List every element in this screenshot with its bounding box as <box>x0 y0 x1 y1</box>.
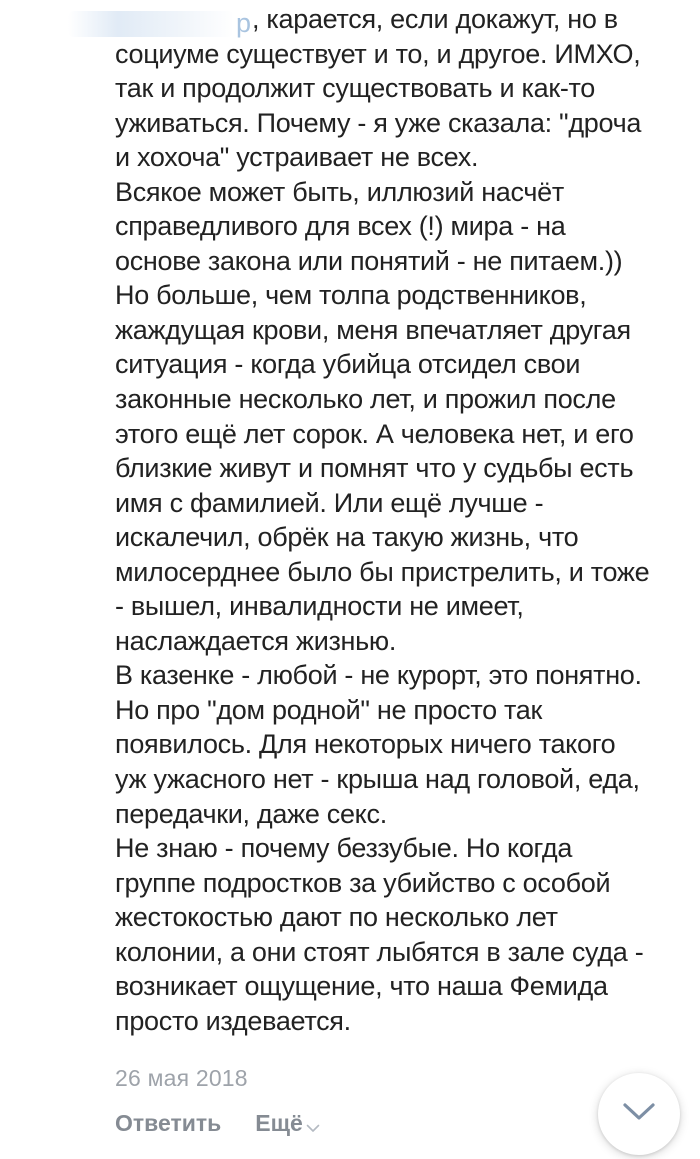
comment-line: имя с фамилией. Или ещё лучше - <box>115 487 544 518</box>
more-button[interactable] <box>255 1102 320 1145</box>
comment-line: Но больше, чем толпа родственников, <box>115 280 587 311</box>
comment-line: Но про "дом родной" не просто так <box>115 694 543 725</box>
mention-suffix: р <box>236 8 253 38</box>
comment-line: жаждущая крови, меня впечатляет другая <box>115 314 631 345</box>
comment-line: наслаждается жизнью. <box>115 625 397 656</box>
comment-line: и хохоча" устраивает не всех. <box>115 142 479 173</box>
comment-line: законные несколько лет, и прожил после <box>115 384 616 415</box>
comment-line: просто издевается. <box>115 1005 351 1036</box>
comment-line: В казенке - любой - не курорт, это понятно. <box>115 660 642 691</box>
comment-line: , карается, если докажут, но в <box>252 4 618 34</box>
comment-line: справедливого для всех (!) мира - на <box>115 211 566 242</box>
comment-line: передачки, даже секс. <box>115 798 387 829</box>
reply-button[interactable]: Ответить <box>115 1103 221 1143</box>
comment-line: социуме существует и то, и другое. ИМХО, <box>115 38 641 69</box>
comment-line: уживаться. Почему - я уже сказала: "дроча <box>115 107 642 138</box>
comment-date: 26 мая 2018 <box>115 1065 248 1091</box>
comment-line: группе подростков за убийство с особой <box>115 867 611 898</box>
scroll-down-button[interactable] <box>598 1073 680 1155</box>
comment-text <box>115 2 690 1038</box>
comment-line: близкие живут и помнят что у судьбы есть <box>115 453 634 484</box>
chevron-down-icon <box>622 1102 656 1127</box>
comment-line: жестокостью дают по несколько лет <box>115 902 558 933</box>
comment-actions <box>115 1103 320 1143</box>
comment-line: появилось. Для некоторых ничего такого <box>115 729 616 760</box>
comment-line: основе закона или понятий - не питаем.)) <box>115 245 623 276</box>
comment-line: ситуация - когда убийца отсидел свои <box>115 349 581 380</box>
comment-line: колонии, а они стоят лыбятся в зале суда - <box>115 936 644 967</box>
comment-line: Всякое может быть, иллюзий насчёт <box>115 176 564 207</box>
comment-line: искалечил, обрёк на такую жизнь, что <box>115 522 579 553</box>
comment-line: уж ужасного нет - крыша над головой, еда, <box>115 764 640 795</box>
more-label: Ещё <box>255 1110 303 1136</box>
chevron-down-icon <box>306 1105 320 1145</box>
comment-line: возникает ощущение, что наша Фемида <box>115 971 608 1002</box>
comment-line: так и продолжит существовать и как-то <box>115 73 596 104</box>
comment-line: милосерднее было бы пристрелить, и тоже <box>115 556 650 587</box>
comment-line: Не знаю - почему беззубые. Но когда <box>115 833 573 864</box>
comment-line: этого ещё лет сорок. А человека нет, и его <box>115 418 634 449</box>
comment-line: - вышел, инвалидности не имеет, <box>115 591 524 622</box>
